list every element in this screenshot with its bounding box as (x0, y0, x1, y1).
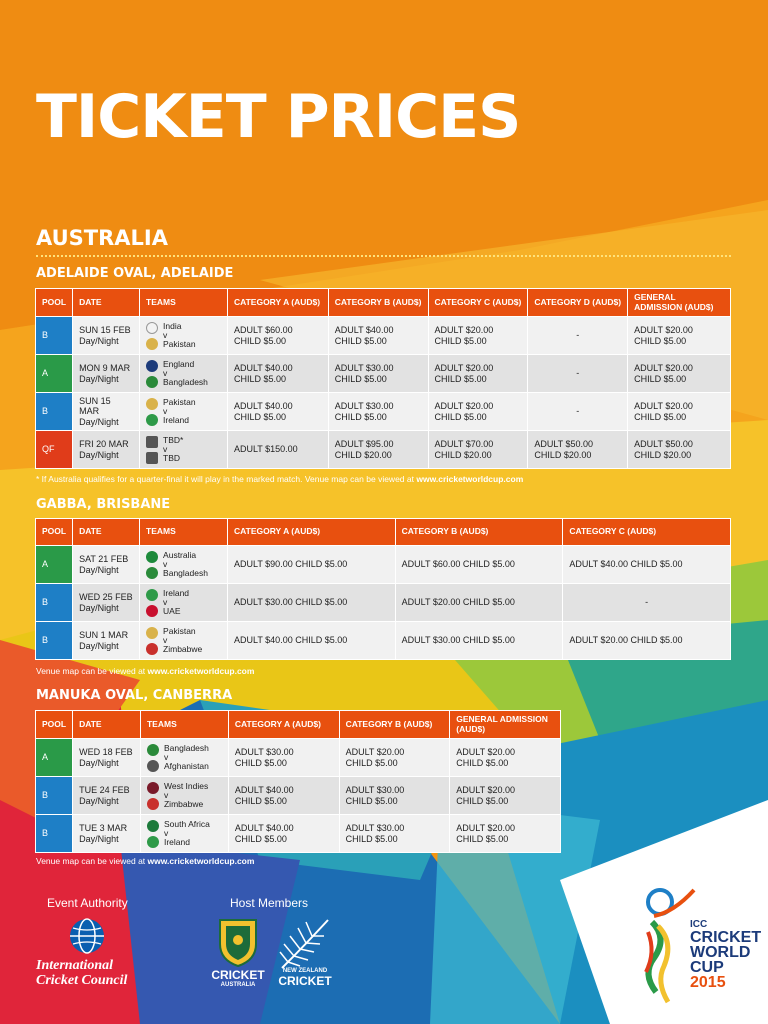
price-category-b: ADULT $20.00 CHILD $5.00 (395, 584, 563, 622)
price-category-a: ADULT $40.00 CHILD $5.00 (228, 622, 396, 660)
match-date: SUN 15 FEB Day/Night (73, 317, 140, 355)
nz-fern-icon (274, 916, 334, 972)
header-teams: TEAMS (140, 711, 228, 739)
pool-badge: A (36, 739, 73, 777)
table-header-row (36, 519, 731, 546)
match-teams: TBD* v TBD (140, 431, 228, 469)
price-category-c: ADULT $20.00 CHILD $5.00 (428, 355, 528, 393)
table-row (36, 815, 561, 853)
table-row (36, 431, 731, 469)
price-category-c: ADULT $20.00 CHILD $5.00 (563, 622, 731, 660)
header-date: DATE (73, 711, 141, 739)
price-category-b: ADULT $30.00 CHILD $5.00 (328, 355, 428, 393)
price-category-b: ADULT $30.00 CHILD $5.00 (339, 815, 450, 853)
price-category-c: ADULT $40.00 CHILD $5.00 (563, 546, 731, 584)
header-category-a: CATEGORY A (AUD$) (228, 711, 339, 739)
zimbabwe-crest-icon (147, 798, 159, 810)
price-category-a: ADULT $60.00 CHILD $5.00 (227, 317, 328, 355)
australia-crest-icon (146, 551, 158, 563)
price-category-b: ADULT $60.00 CHILD $5.00 (395, 546, 563, 584)
cwc-line1: CRICKET (690, 928, 762, 946)
match-date: SAT 21 FEB Day/Night (73, 546, 140, 584)
cricket-world-cup-2015-logo (574, 860, 768, 1024)
table-row (36, 777, 561, 815)
south-africa-crest-icon (147, 820, 159, 832)
header-pool: POOL (36, 289, 73, 317)
match-teams: West Indies v Zimbabwe (140, 777, 228, 815)
price-category-a: ADULT $30.00 CHILD $5.00 (228, 739, 339, 777)
price-category-b: ADULT $20.00 CHILD $5.00 (339, 739, 450, 777)
match-date: SUN 15 MAR Day/Night (73, 393, 140, 431)
cwc-year: 2015 (690, 974, 726, 992)
match-teams: England v Bangladesh (140, 355, 228, 393)
price-general-admission: ADULT $20.00 CHILD $5.00 (450, 739, 561, 777)
header-date: DATE (73, 289, 140, 317)
tbd-shield-icon (146, 436, 158, 448)
price-category-d: - (528, 393, 628, 431)
price-category-c: - (563, 584, 731, 622)
website-link[interactable]: www.cricketworldcup.com (147, 666, 255, 676)
table-row (36, 739, 561, 777)
match-date: TUE 3 MAR Day/Night (73, 815, 141, 853)
table-row (36, 622, 731, 660)
pool-badge: QF (36, 431, 73, 469)
match-teams: India v Pakistan (140, 317, 228, 355)
header-pool: POOL (36, 711, 73, 739)
price-category-a: ADULT $40.00 CHILD $5.00 (227, 355, 328, 393)
price-general-admission: ADULT $20.00 CHILD $5.00 (450, 815, 561, 853)
icc-wordmark: International Cricket Council (36, 958, 128, 989)
match-teams: Pakistan v Ireland (140, 393, 228, 431)
price-general-admission: ADULT $20.00 CHILD $5.00 (628, 317, 731, 355)
price-general-admission: ADULT $20.00 CHILD $5.00 (450, 777, 561, 815)
match-teams: Ireland v UAE (140, 584, 228, 622)
pool-badge: B (36, 393, 73, 431)
pool-badge: B (36, 584, 73, 622)
header-category-b: CATEGORY B (AUD$) (339, 711, 450, 739)
venue-title-adelaide: ADELAIDE OVAL, ADELAIDE (36, 266, 234, 281)
ireland-crest-icon (147, 836, 159, 848)
ireland-crest-icon (146, 414, 158, 426)
price-category-a: ADULT $40.00 CHILD $5.00 (227, 393, 328, 431)
table-row (36, 355, 731, 393)
header-general-admission: GENERAL ADMISSION (AUD$) (450, 711, 561, 739)
event-authority-label: Event Authority (47, 896, 128, 910)
price-category-b: ADULT $30.00 CHILD $5.00 (328, 393, 428, 431)
price-category-b: ADULT $40.00 CHILD $5.00 (328, 317, 428, 355)
match-date: MON 9 MAR Day/Night (73, 355, 140, 393)
table-header-row (36, 289, 731, 317)
header-category-d: CATEGORY D (AUD$) (528, 289, 628, 317)
header-general-admission: GENERAL ADMISSION (AUD$) (628, 289, 731, 317)
table-row (36, 546, 731, 584)
pool-badge: A (36, 355, 73, 393)
match-date: WED 25 FEB Day/Night (73, 584, 140, 622)
match-teams: South Africa v Ireland (140, 815, 228, 853)
pakistan-star-icon (146, 338, 158, 350)
host-members-label: Host Members (230, 896, 309, 910)
adelaide-price-table (35, 288, 731, 469)
match-teams: Australia v Bangladesh (140, 546, 228, 584)
manuka-note: Venue map can be viewed at www.cricketworldcup.com (36, 856, 255, 866)
header-category-a: CATEGORY A (AUD$) (227, 289, 328, 317)
header-pool: POOL (36, 519, 73, 546)
price-category-d: - (528, 317, 628, 355)
match-teams: Bangladesh v Afghanistan (140, 739, 228, 777)
match-date: FRI 20 MAR Day/Night (73, 431, 140, 469)
price-category-a: ADULT $150.00 (227, 431, 328, 469)
uae-crest-icon (146, 605, 158, 617)
match-date: WED 18 FEB Day/Night (73, 739, 141, 777)
england-crest-icon (146, 360, 158, 372)
price-category-b: ADULT $30.00 CHILD $5.00 (395, 622, 563, 660)
cricket-australia-wordmark: CRICKET AUSTRALIA (211, 968, 265, 988)
pool-badge: A (36, 546, 73, 584)
header-category-c: CATEGORY C (AUD$) (428, 289, 528, 317)
price-category-c: ADULT $20.00 CHILD $5.00 (428, 317, 528, 355)
cwc-line3: CUP (690, 958, 724, 976)
pool-badge: B (36, 317, 73, 355)
venue-title-gabba: GABBA, BRISBANE (36, 497, 171, 512)
price-category-a: ADULT $40.00 CHILD $5.00 (228, 777, 339, 815)
price-category-c: ADULT $70.00 CHILD $20.00 (428, 431, 528, 469)
west-indies-crest-icon (147, 782, 159, 794)
manuka-price-table (35, 710, 561, 853)
header-teams: TEAMS (140, 519, 228, 546)
header-category-b: CATEGORY B (AUD$) (328, 289, 428, 317)
page-title: TICKET PRICES (36, 82, 521, 152)
tbd-shield-icon (146, 452, 158, 464)
cwc-icc-label: ICC (690, 919, 708, 930)
zimbabwe-crest-icon (146, 643, 158, 655)
price-category-a: ADULT $40.00 CHILD $5.00 (228, 815, 339, 853)
match-date: TUE 24 FEB Day/Night (73, 777, 141, 815)
icc-globe-icon (68, 916, 106, 956)
pool-badge: B (36, 622, 73, 660)
gabba-price-table (35, 518, 731, 660)
table-row (36, 317, 731, 355)
cwc-line2: WORLD (690, 943, 751, 961)
price-category-d: ADULT $50.00 CHILD $20.00 (528, 431, 628, 469)
website-link[interactable]: www.cricketworldcup.com (147, 856, 255, 866)
price-category-a: ADULT $90.00 CHILD $5.00 (228, 546, 396, 584)
divider (36, 255, 731, 257)
country-heading: AUSTRALIA (36, 226, 168, 250)
cricket-australia-crest-icon (216, 918, 260, 968)
header-category-b: CATEGORY B (AUD$) (395, 519, 563, 546)
gabba-note: Venue map can be viewed at www.cricketworldcup.com (36, 666, 255, 676)
bangladesh-crest-icon (146, 376, 158, 388)
pool-badge: B (36, 777, 73, 815)
table-row (36, 393, 731, 431)
price-category-b: ADULT $30.00 CHILD $5.00 (339, 777, 450, 815)
price-general-admission: ADULT $50.00 CHILD $20.00 (628, 431, 731, 469)
price-general-admission: ADULT $20.00 CHILD $5.00 (628, 355, 731, 393)
header-teams: TEAMS (140, 289, 228, 317)
price-general-admission: ADULT $20.00 CHILD $5.00 (628, 393, 731, 431)
price-category-a: ADULT $30.00 CHILD $5.00 (228, 584, 396, 622)
adelaide-note: * If Australia qualifies for a quarter-final it will play in the marked match. Venue map can be viewed at www.cricketworldcup.com (36, 474, 524, 484)
match-teams: Pakistan v Zimbabwe (140, 622, 228, 660)
afghanistan-crest-icon (147, 760, 159, 772)
header-date: DATE (73, 519, 140, 546)
price-category-c: ADULT $20.00 CHILD $5.00 (428, 393, 528, 431)
price-category-b: ADULT $95.00 CHILD $20.00 (328, 431, 428, 469)
match-date: SUN 1 MAR Day/Night (73, 622, 140, 660)
header-category-a: CATEGORY A (AUD$) (228, 519, 396, 546)
pool-badge: B (36, 815, 73, 853)
bangladesh-crest-icon (147, 744, 159, 756)
website-link[interactable]: www.cricketworldcup.com (416, 474, 524, 484)
pakistan-star-icon (146, 398, 158, 410)
table-row (36, 584, 731, 622)
venue-title-manuka: MANUKA OVAL, CANBERRA (36, 688, 233, 703)
nz-cricket-wordmark: NEW ZEALAND CRICKET (278, 968, 332, 988)
price-category-d: - (528, 355, 628, 393)
india-crest-icon (146, 322, 158, 334)
header-category-c: CATEGORY C (AUD$) (563, 519, 731, 546)
ireland-crest-icon (146, 589, 158, 601)
table-header-row (36, 711, 561, 739)
pakistan-star-icon (146, 627, 158, 639)
bangladesh-crest-icon (146, 567, 158, 579)
